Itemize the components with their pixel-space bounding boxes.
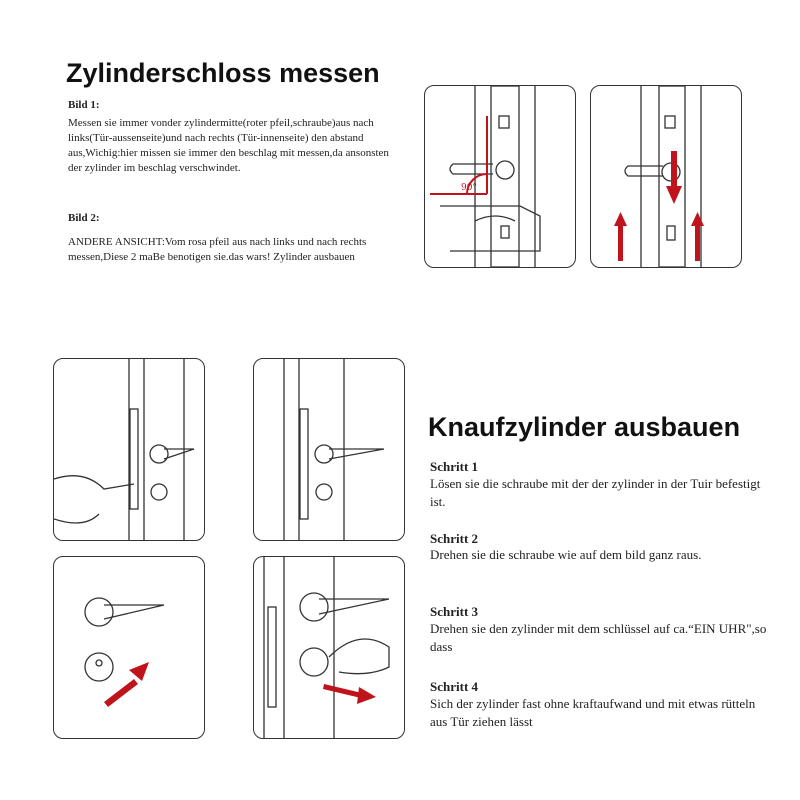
illustration-step2 xyxy=(253,358,405,541)
step3-text: Drehen sie den zylinder mit dem schlüssel auf ca.“EIN UHR",so dass xyxy=(430,621,767,654)
section-title-remove: Knaufzylinder ausbauen xyxy=(428,412,741,442)
step2-label: Schritt 2 xyxy=(430,531,479,546)
illustration-bild2 xyxy=(590,85,742,268)
step2-text: Drehen sie die schraube wie auf dem bild ganz raus. xyxy=(430,547,702,562)
step1-label: Schritt 1 xyxy=(430,459,479,474)
step4-text: Sich der zylinder fast ohne kraftaufwand und mit etwas rütteln aus Tür ziehen lässt xyxy=(430,696,756,729)
angle-label: 90° xyxy=(461,183,477,193)
step1-text: Lösen sie die schraube mit der der zylinder in der Tuir befestigt ist. xyxy=(430,476,761,509)
illustration-bild1 xyxy=(424,85,576,268)
bild2-label: Bild 2: xyxy=(68,212,100,224)
bild1-text: Messen sie immer vonder zylindermitte(roter pfeil,schraube)aus nach links(Tür-aussenseite)und nach rechts (Tür-innenseite) den abstand aus,Wichig:hier missen sie immer den beschlag mit messen,da ansonsten der zylinder im beschlag verschwindet. xyxy=(68,117,389,174)
bild2-text: ANDERE ANSICHT:Vom rosa pfeil aus nach links und nach rechts messen,Diese 2 maBe benotigen sie.das wars! Zylinder ausbauen xyxy=(68,236,367,263)
step3-label: Schritt 3 xyxy=(430,604,479,619)
illustration-step1 xyxy=(53,358,205,541)
section-title-measure: Zylinderschloss messen xyxy=(66,58,380,88)
illustration-step3 xyxy=(53,556,205,739)
illustration-step4 xyxy=(253,556,405,739)
bild1-label: Bild 1: xyxy=(68,99,100,111)
step4-label: Schritt 4 xyxy=(430,679,479,694)
